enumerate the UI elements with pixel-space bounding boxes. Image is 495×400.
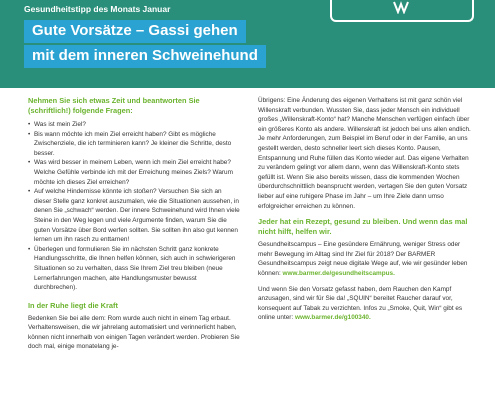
kicker-label: Gesundheitstipp des Monats Januar (24, 4, 171, 14)
list-item: • Was wird besser in meinem Leben, wenn ich mein Ziel erreicht habe? Welche Gefühle verbinde ich mit der Erreichung meines Ziels? Warum möchte ich dieses Ziel erreichen? (28, 158, 240, 187)
intro-heading: Nehmen Sie sich etwas Zeit und beantworten Sie (schriftlich!) folgende Fragen: (28, 96, 200, 115)
squin-text: Und wenn Sie den Vorsatz gefasst haben, dem Rauchen den Kampf anzusagen, sind wir für Sie da! „SQUIN“ bereitet Raucher darauf vor, konsequent auf Tabak zu verzichten. Infos zu „Smoke, Quit, Win“ gibt es online unter: (258, 285, 463, 322)
right-column (258, 96, 476, 323)
list-item: • Was ist mein Ziel? (28, 120, 240, 130)
paragraph-gesundheitscampus (258, 240, 476, 278)
page-title-line-2: mit dem inneren Schweinehund (24, 45, 266, 68)
paragraph-squin (258, 285, 476, 323)
section-heading-kraft: In der Ruhe liegt die Kraft (28, 300, 118, 310)
squin-link[interactable]: www.barmer.de/g100340. (294, 314, 371, 322)
page-title-line-1: Gute Vorsätze – Gassi gehen (24, 20, 246, 43)
logo-frame (330, 0, 474, 22)
header-banner (0, 0, 495, 88)
gesundheitscampus-text: Gesundheitscampus – Eine gesündere Ernährung, weniger Stress oder mehr Bewegung im Alltag sind Ihr Ziel für 2018? Der BARMER Gesundheitscampus zeigt neue digitale Wege auf, wie wir gesünder leben können: (258, 241, 468, 277)
paragraph-willenskraft: Übrigens: Eine Änderung des eigenen Verhaltens ist mit ganz schön viel Willenskraft verbunden. Wussten Sie, dass jeder Mensch ein individuell großes „Willenskraft-Konto“ hat? Manche Menschen verfügen einfach über ein größeres Konto als andere. Willenskraft ist jedoch bei uns allen endlich. Je mehr Anforderungen, zum Beispiel im Beruf oder in der Familie, an uns gestellt werden, desto schneller leert sich dieses Konto. Pausen, Entspannung und Ruhe füllen das Konto wieder auf. Das eigene Verhalten zu verändern gelingt vor allem dann, wenn das Willenskraft-Konto stets gefüllt ist. Wenn Sie also bereits wissen, dass die kommenden Wochen überdurchschnittlich beansprucht werden, vertagen Sie den guten Vorsatz lieber auf eine ruhigere Phase im Jahr – um Ihre Ziele dann umso erfolgreicher erreichen zu können. (258, 97, 471, 210)
left-column (28, 96, 240, 352)
list-item: • Bis wann möchte ich mein Ziel erreicht haben? Gibt es mögliche Zwischenziele, die ich terminieren kann? Je kleiner die Schritte, desto besser. (28, 130, 240, 159)
highlight-heading: Jeder hat ein Rezept, gesund zu bleiben. Und wenn das mal nicht hilft, helfen wir. (258, 217, 468, 237)
question-list (28, 120, 240, 293)
kraft-paragraph: Bedenken Sie bei alle dem: Rom wurde auch nicht in einem Tag erbaut. Verhaltensweisen, die wir jahrelang automatisiert und verinnerlicht haben, können nicht innerhalb von einigen Tagen verändert werden. Probieren Sie doch mal, einige monatelang je- (28, 314, 240, 351)
list-item: • Überlegen und formulieren Sie im nächsten Schritt ganz konkrete Handlungsschritte, die Ihnen helfen können, sich auch in schwierigeren Situationen so zu verhalten, dass Sie Ihrem Ziel treu bleiben (neue Lernerfahrungen machen, alte Handlungsmuster bewusst durchbrechen). (28, 245, 240, 293)
logo-icon (392, 0, 410, 14)
gesundheitscampus-link[interactable]: www.barmer.de/gesundheitscampus. (282, 269, 395, 277)
list-item: • Auf welche Hindernisse könnte ich stoßen? Versuchen Sie sich an dieser Stelle ganz konkret auszumalen, wie die Situationen aussehen, in denen Sie „schwach“ werden. Der innere Schweinehund wird Ihnen viele Steine in den Weg legen und viele Argumente finden, warum Sie die guten Vorsätze über Bord werfen sollten. Sie sollten ihn also gut kennen lernen um ihn rasch zu enttarnen! (28, 187, 240, 245)
